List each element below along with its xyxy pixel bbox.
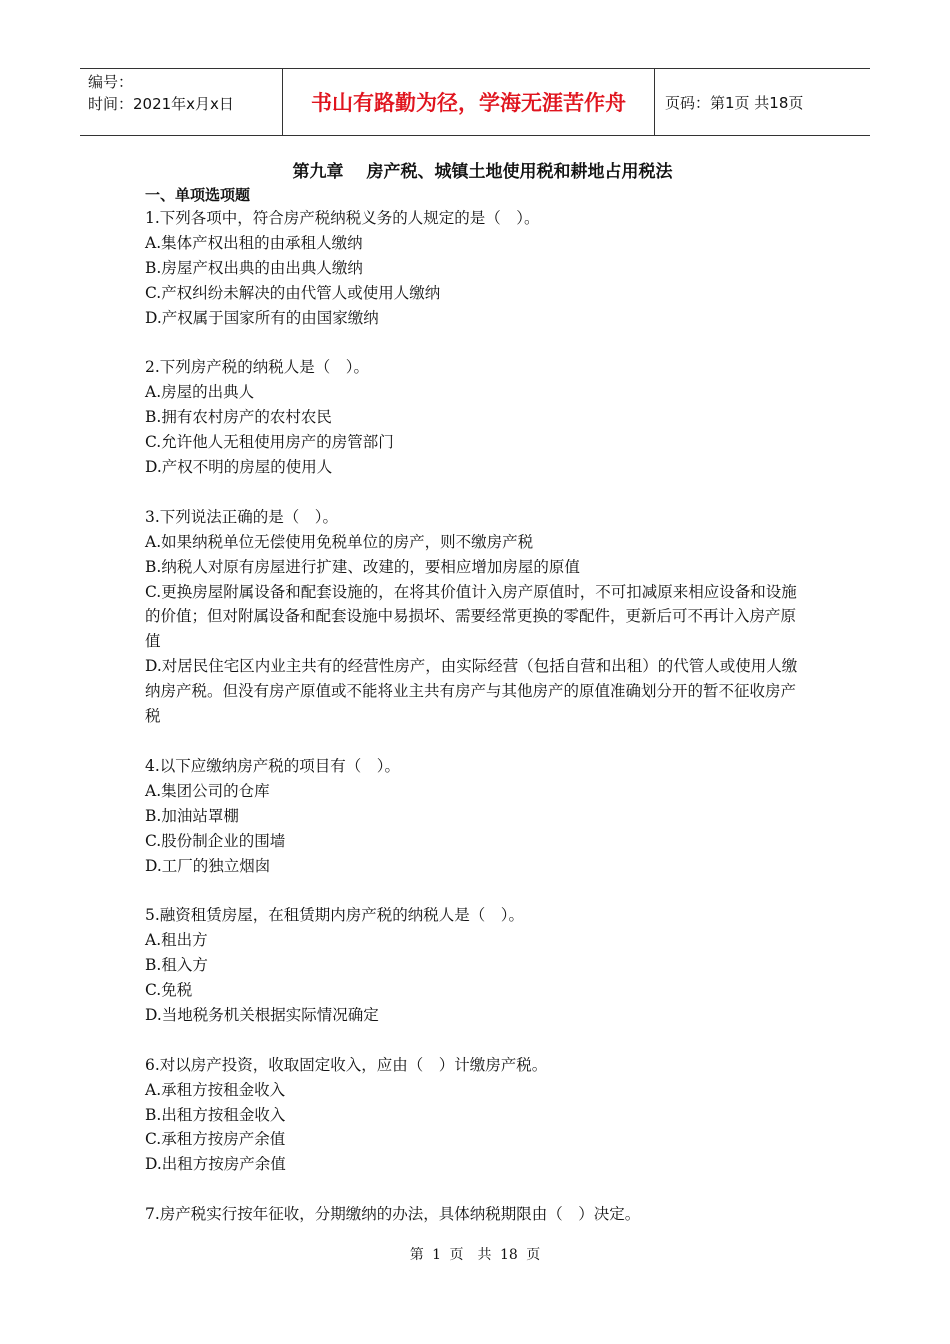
header-page-info: 页码：第1页 共18页 — [665, 93, 804, 112]
question-option: C.产权纠纷未解决的由代管人或使用人缴纳 — [145, 283, 441, 302]
section-title: 一、单项选项题 — [145, 186, 251, 204]
question-option: B.拥有农村房产的农村农民 — [145, 408, 332, 427]
question-option: B.租入方 — [145, 956, 208, 975]
footer-page-number: 1 — [432, 1247, 442, 1263]
question-option: A.集团公司的仓库 — [145, 781, 270, 800]
question-option: C.承租方按房产余值 — [145, 1130, 286, 1149]
question-5 — [145, 903, 810, 1028]
header-page-cell — [655, 69, 870, 135]
question-option: D.出租方按房产余值 — [145, 1155, 286, 1174]
question-7 — [145, 1202, 810, 1227]
question-stem: 7.房产税实行按年征收，分期缴纳的办法，具体纳税期限由（ ）决定。 — [145, 1205, 641, 1224]
page-footer — [0, 1244, 950, 1264]
footer-suffix: 页 — [526, 1247, 541, 1263]
footer-total-pages: 18 — [500, 1247, 518, 1263]
question-option: C.允许他人无租使用房产的房管部门 — [145, 433, 394, 452]
question-stem: 3.下列说法正确的是（ ）。 — [145, 507, 339, 526]
question-stem: 4.以下应缴纳房产税的项目有（ ）。 — [145, 756, 401, 775]
question-option: B.加油站罩棚 — [145, 806, 239, 825]
header-motto: 书山有路勤为径，学海无涯苦作舟 — [311, 91, 626, 115]
question-option: B.纳税人对原有房屋进行扩建、改建的，要相应增加房屋的原值 — [145, 557, 580, 576]
document-time-label: 时间：2021年x月x日 — [88, 95, 234, 113]
footer-middle: 页 共 — [449, 1247, 492, 1263]
question-option: C.股份制企业的围墙 — [145, 831, 286, 850]
question-stem: 1.下列各项中，符合房产税纳税义务的人规定的是（ ）。 — [145, 209, 540, 227]
question-option: A.承租方按租金收入 — [145, 1080, 286, 1099]
question-option: D.产权属于国家所有的由国家缴纳 — [145, 308, 379, 327]
chapter-title: 第九章 房产税、城镇土地使用税和耕地占用税法 — [292, 162, 673, 182]
question-option: A.集体产权出租的由承租人缴纳 — [145, 233, 363, 252]
question-option: D.工厂的独立烟囱 — [145, 856, 271, 875]
question-2 — [145, 355, 810, 480]
question-1 — [145, 206, 810, 331]
question-3 — [145, 505, 810, 729]
question-option: A.如果纳税单位无偿使用免税单位的房产，则不缴房产税 — [145, 532, 534, 551]
header-meta-cell — [80, 69, 282, 135]
document-body — [145, 160, 810, 1252]
document-number-label: 编号： — [88, 73, 134, 91]
header-motto-cell — [282, 69, 655, 135]
question-stem: 2.下列房产税的纳税人是（ ）。 — [145, 358, 370, 377]
footer-prefix: 第 — [409, 1247, 424, 1263]
question-option: C.更换房屋附属设备和配套设施的，在将其价值计入房产原值时，不可扣减原来相应设备和设施的价值；但对附属设备和配套设施中易损坏、需要经常更换的零配件，更新后可不再计入房产原值 — [145, 582, 797, 651]
question-option: D.当地税务机关根据实际情况确定 — [145, 1005, 379, 1024]
question-option: C.免税 — [145, 981, 193, 1000]
question-option: A.租出方 — [145, 931, 208, 950]
question-option: B.出租方按租金收入 — [145, 1105, 286, 1124]
question-option: D.产权不明的房屋的使用人 — [145, 458, 333, 477]
question-option: D.对居民住宅区内业主共有的经营性房产，由实际经营（包括自营和出租）的代管人或使用人缴纳房产税。但没有房产原值或不能将业主共有房产与其他房产的原值准确划分开的暂不征收房产税 — [145, 657, 798, 726]
question-option: B.房屋产权出典的由出典人缴纳 — [145, 258, 363, 277]
question-6 — [145, 1053, 810, 1178]
header-table — [80, 68, 870, 136]
question-stem: 5.融资租赁房屋，在租赁期内房产税的纳税人是（ ）。 — [145, 906, 525, 925]
question-option: A.房屋的出典人 — [145, 383, 255, 402]
question-4 — [145, 754, 810, 879]
question-stem: 6.对以房产投资，收取固定收入，应由（ ）计缴房产税。 — [145, 1055, 548, 1074]
